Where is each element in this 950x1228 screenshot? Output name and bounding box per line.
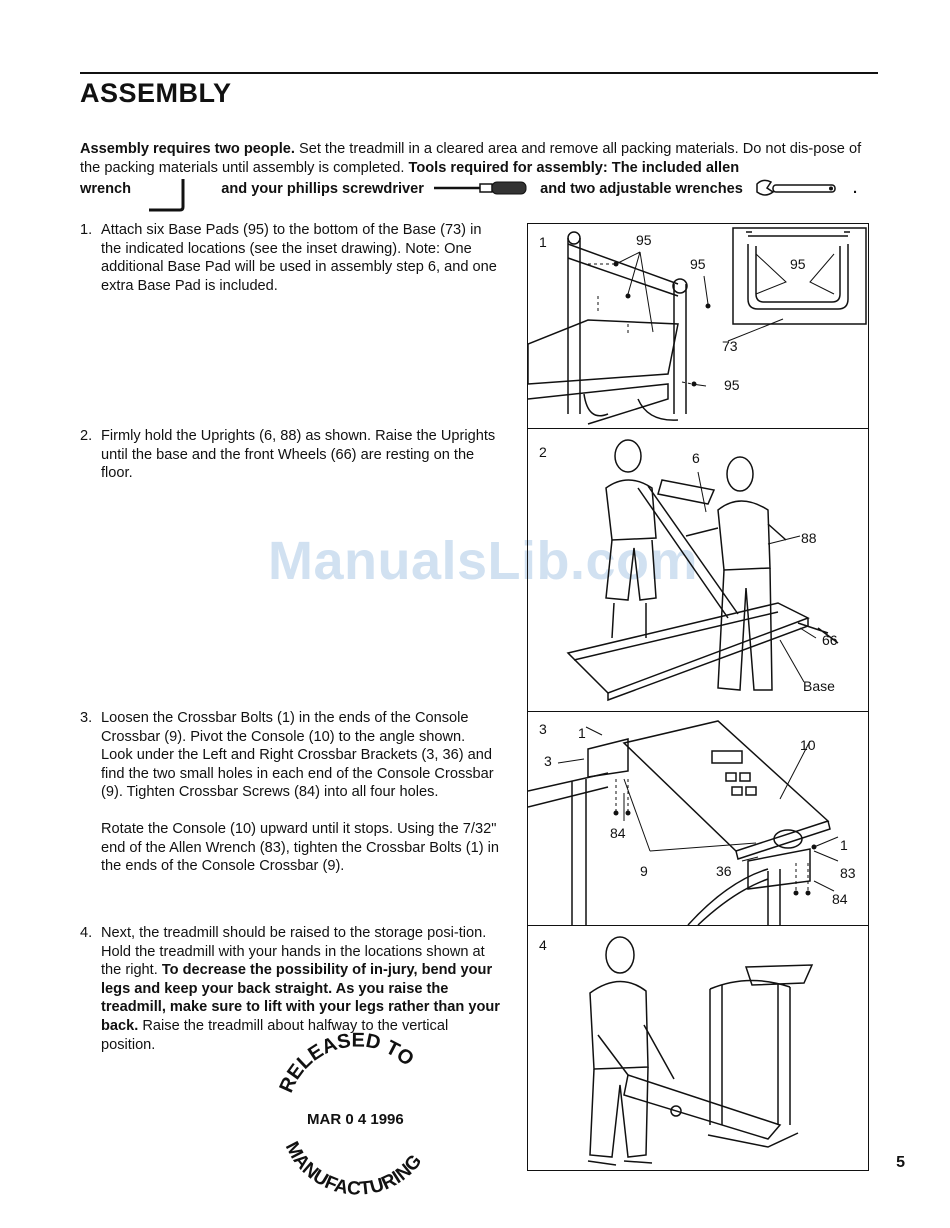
adjustable-wrench-icon (753, 178, 843, 198)
figure-3-drawing (528, 711, 868, 925)
figure-4-drawing (528, 925, 868, 1170)
figure-4 (528, 925, 868, 1170)
page-number: 5 (896, 1154, 905, 1171)
callout: 95 (690, 256, 706, 272)
callout: 95 (724, 377, 740, 393)
figure-1-drawing (528, 224, 868, 428)
callout: 84 (832, 891, 848, 907)
step-text-2: Rotate the Console (10) upward until it stops. Using the 7/32" end of the Allen Wrench (83), tighten the Crossbar Bolts (1) in the ends of the Console Crossbar (9). (101, 820, 500, 875)
callout: 73 (722, 338, 738, 354)
intro-bold-5: and two adjustable wrenches (540, 181, 743, 197)
step-2 (80, 427, 500, 483)
step-number: 1. (80, 222, 93, 238)
callout: 95 (636, 232, 652, 248)
callout: 88 (801, 530, 817, 546)
callout: Base (803, 678, 835, 694)
svg-text:RELEASED TO (275, 1029, 417, 1096)
step-text-b: Raise the treadmill about halfway to the vertical position. (101, 1017, 449, 1053)
page-title: ASSEMBLY (80, 78, 232, 108)
header-rule (80, 72, 878, 74)
figure-number: 3 (539, 721, 547, 737)
figure-1 (528, 224, 868, 429)
figure-number: 2 (539, 444, 547, 460)
callout: 3 (544, 753, 552, 769)
step-text: Loosen the Crossbar Bolts (1) in the ends of the Console Crossbar (9). Pivot the Console (10) to the angle shown. Look under the Left and Right Crossbar Brackets (3, 36) and find the two small holes in each end of the Console Crossbar (9). Tighten Crossbar Screws (84) into all four holes. (101, 710, 494, 801)
step-number: 3. (80, 710, 93, 726)
intro-paragraph (80, 140, 875, 213)
allen-wrench-icon (141, 177, 211, 213)
stamp-line-2: MANUFACTURING (280, 1138, 427, 1200)
callout: 83 (840, 865, 856, 881)
step-3 (80, 709, 500, 876)
intro-bold-3: wrench (80, 181, 132, 197)
intro-bold-1: Assembly requires two people. (80, 141, 295, 157)
figure-number: 4 (539, 937, 547, 953)
callout: 1 (578, 725, 586, 741)
screwdriver-icon (432, 181, 532, 195)
callout: 9 (640, 863, 648, 879)
callout: 95 (790, 256, 806, 272)
step-1 (80, 221, 500, 295)
step-number: 4. (80, 925, 93, 941)
figure-3 (528, 711, 868, 926)
step-text-a: Next, the treadmill should be raised to the storage posi-tion. Hold the treadmill with your hands in the locations shown at the right. (101, 925, 487, 979)
figure-2 (528, 428, 868, 712)
watermark: ManualsLib.com (268, 531, 699, 591)
callout: 10 (800, 737, 816, 753)
step-warning: To decrease the possibility of in-jury, bend your legs and keep your back straight. As you raise the treadmill, make sure to lift with your legs rather than your back. (101, 962, 500, 1034)
callout: 36 (716, 863, 732, 879)
step-text: Attach six Base Pads (95) to the bottom of the Base (73) in the indicated locations (see the inset drawing). Note: One additional Base Pad will be used in assembly step 6, and one extra Base Pad is included. (101, 222, 497, 294)
callout: 6 (692, 450, 700, 466)
figure-number: 1 (539, 234, 547, 250)
step-number: 2. (80, 428, 93, 444)
figure-2-drawing (528, 428, 868, 711)
callout: 84 (610, 825, 626, 841)
intro-text-1: Set the treadmill in a cleared area and remove all packing materials. Do not dis-pose of the packing materials until assembly is completed. (80, 141, 862, 176)
stamp-line-1: RELEASED TO (275, 1029, 418, 1097)
callout: 66 (822, 632, 838, 648)
intro-dot: . (852, 181, 858, 197)
svg-text:MANUFACTURING (281, 1138, 426, 1200)
intro-bold-4: and your phillips screwdriver (221, 181, 424, 197)
step-text: Firmly hold the Uprights (6, 88) as shown. Raise the Uprights until the base and the front Wheels (66) are resting on the floor. (101, 428, 496, 482)
callout: 1 (840, 837, 848, 853)
intro-bold-2: Tools required for assembly: The included allen (408, 159, 740, 176)
release-stamp-icon (265, 1020, 455, 1210)
stamp-date: MAR 0 4 1996 (307, 1111, 404, 1128)
figure-panels (527, 223, 869, 1171)
